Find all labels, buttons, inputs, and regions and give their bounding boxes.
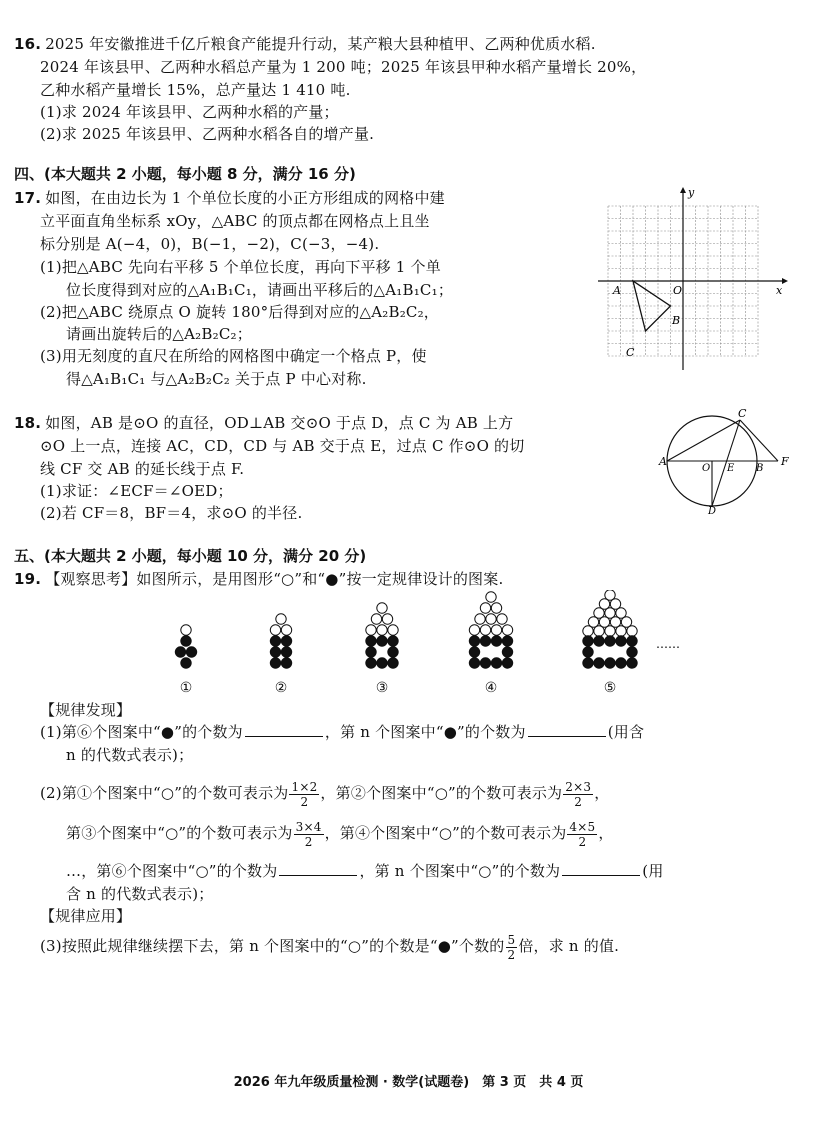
q19-p2-text-a: (2)第①个图案中“○”的个数可表示为 [40, 784, 289, 802]
label-c: C [738, 407, 747, 420]
q17-grid-figure [596, 186, 792, 372]
section-4-heading: 四、(本大题共 2 小题，每小题 8 分，满分 16 分) [14, 165, 356, 183]
q17-part-3a: (3)用无刻度的直尺在所给的网格图中确定一个格点 P，使 [40, 347, 427, 365]
q18-line-2: ⊙O 上一点，连接 AC，CD，CD 与 AB 交于点 E，过点 C 作⊙O 的切 [40, 437, 525, 455]
q17-part-1a: (1)把△ABC 先向右平移 5 个单位长度，再向下平移 1 个单 [40, 258, 441, 276]
q18-part-1: (1)求证：∠ECF＝∠OED； [40, 482, 233, 500]
q18-circle-figure [656, 404, 806, 516]
pattern-1 [175, 625, 196, 668]
patterns-ellipsis: …… [656, 637, 680, 651]
q19-heading-discovery: 【规律发现】 [40, 701, 132, 719]
y-axis-arrow [680, 187, 686, 193]
q19-intro-line [14, 569, 503, 589]
q19-intro-text: 【观察思考】如图所示，是用图形“○”和“●”按一定规律设计的图案. [45, 570, 504, 588]
q19-part-2-line-2 [66, 816, 614, 850]
q19-part-1-line-2: n 的代数式表示)； [66, 746, 194, 764]
answer-blank-6th-white[interactable] [279, 861, 357, 876]
q19-p3-text-b: 倍，求 n 的值. [518, 937, 620, 955]
q19-part-2-line-4: 含 n 的代数式表示)； [66, 885, 214, 903]
q19-part-1-line-1 [40, 722, 644, 742]
q19-p1-text-c: (用含 [607, 723, 645, 741]
q18-number: 18. [14, 414, 42, 432]
q16-part-1: (1)求 2024 年该县甲、乙两种水稻的产量； [40, 103, 339, 121]
q17-number: 17. [14, 189, 42, 207]
q16-line-2: 2024 年该县甲、乙两种水稻总产量为 1 200 吨；2025 年该县甲种水稻产量增长 20%， [40, 58, 647, 76]
q19-p2-text-d: 第③个图案中“○”的个数可表示为 [66, 824, 293, 842]
label-o: O [702, 463, 711, 474]
fraction-2x3-over-2 [563, 780, 593, 809]
q16-line-3: 乙种水稻产量增长 15%，总产量达 1 410 吨. [40, 81, 351, 99]
pattern-label-3: ③ [375, 680, 389, 696]
q17-text-1: 如图，在由边长为 1 个单位长度的小正方形组成的网格中建 [45, 189, 445, 207]
fraction-4x5-over-2 [567, 820, 597, 849]
q17-part-2a: (2)把△ABC 绕原点 O 旋转 180°后得到对应的△A₂B₂C₂， [40, 303, 440, 321]
q19-part-3-line [40, 929, 619, 963]
pattern-label-5: ⑤ [603, 680, 617, 696]
section-5-heading: 五、(本大题共 2 小题，每小题 10 分，满分 20 分) [14, 547, 367, 565]
y-label: y [688, 186, 695, 199]
pattern-5 [583, 590, 637, 668]
frac2-num: 2×3 [565, 779, 592, 794]
q17-line-3: 标分别是 A(−4，0)，B(−1，−2)，C(−3，−4). [40, 235, 380, 253]
q17-part-2b: 请画出旋转后的△A₂B₂C₂； [66, 325, 252, 343]
q19-p2-text-g: …，第⑥个图案中“○”的个数为 [66, 862, 278, 880]
q19-p3-text-a: (3)按照此规律继续摆下去，第 n 个图案中的“○”的个数是“●”个数的 [40, 937, 505, 955]
frac4-den: 2 [578, 834, 587, 849]
q19-p1-text-b: ，第 n 个图案中“●”的个数为 [324, 723, 526, 741]
q17-part-3b: 得△A₁B₁C₁ 与△A₂B₂C₂ 关于点 P 中心对称. [66, 370, 367, 388]
pattern-label-2: ② [274, 680, 288, 696]
x-label: x [776, 284, 783, 297]
pattern-label-4: ④ [484, 680, 498, 696]
frac3-num: 3×4 [295, 819, 322, 834]
q19-part-2-line-3 [66, 861, 664, 881]
q18-line-3: 线 CF 交 AB 的延长线于点 F. [40, 460, 245, 478]
q16-part-2: (2)求 2025 年该县甲、乙两种水稻各自的增产量. [40, 125, 375, 143]
fraction-5-over-2 [506, 933, 518, 962]
frac5-den: 2 [507, 947, 516, 962]
frac3-den: 2 [304, 834, 313, 849]
q17-line-2: 立平面直角坐标系 xOy，△ABC 的顶点都在网格点上且坐 [40, 212, 430, 230]
q17-part-1b: 位长度得到对应的△A₁B₁C₁，请画出平移后的△A₁B₁C₁； [66, 281, 454, 299]
frac1-den: 2 [300, 794, 309, 809]
q16-line-1 [14, 34, 596, 54]
x-axis-arrow [782, 278, 788, 284]
pattern-4 [469, 592, 512, 668]
page-footer: 2026 年九年级质量检测 · 数学(试题卷) 第 3 页 共 4 页 [233, 1075, 584, 1090]
q18-line-1 [14, 413, 513, 433]
point-b-label: B [672, 314, 681, 327]
label-d: D [708, 506, 717, 516]
origin-label: O [673, 284, 683, 297]
q16-number: 16. [14, 35, 42, 53]
answer-blank-nth-white[interactable] [562, 861, 640, 876]
frac4-num: 4×5 [569, 819, 596, 834]
label-b: B [756, 463, 764, 474]
point-a-label: A [613, 284, 621, 297]
q19-number: 19. [14, 570, 42, 588]
q19-p2-text-h: ，第 n 个图案中“○”的个数为 [359, 862, 561, 880]
q19-p2-text-i: (用 [642, 862, 664, 880]
label-a: A [659, 455, 667, 468]
q19-p2-text-f: ， [598, 824, 614, 842]
fraction-1x2-over-2 [289, 780, 319, 809]
q18-part-2: (2)若 CF＝8，BF＝4，求⊙O 的半径. [40, 504, 303, 522]
pattern-2 [270, 614, 291, 668]
q19-p2-text-b: ，第②个图案中“○”的个数可表示为 [320, 784, 563, 802]
q16-text-1: 2025 年安徽推进千亿斤粮食产能提升行动，某产粮大县种植甲、乙两种优质水稻. [45, 35, 596, 53]
label-e: E [727, 463, 735, 474]
pattern-label-1: ① [179, 680, 193, 696]
fraction-3x4-over-2 [294, 820, 324, 849]
q17-line-1 [14, 188, 445, 208]
tangent-cf [740, 420, 778, 461]
point-c-label: C [626, 346, 635, 359]
q19-p2-text-e: ，第④个图案中“○”的个数可表示为 [324, 824, 567, 842]
q19-patterns-figure [160, 590, 700, 680]
frac5-num: 5 [507, 932, 516, 947]
q19-heading-application: 【规律应用】 [40, 907, 132, 925]
frac2-den: 2 [574, 794, 583, 809]
pattern-3 [366, 603, 398, 668]
frac1-num: 1×2 [291, 779, 318, 794]
q19-p2-text-c: ， [594, 784, 610, 802]
answer-blank-6th-black[interactable] [245, 722, 323, 737]
label-f: F [781, 455, 789, 468]
answer-blank-nth-black[interactable] [528, 722, 606, 737]
q18-text-1: 如图，AB 是⊙O 的直径，OD⊥AB 交⊙O 于点 D，点 C 为 AB 上方 [45, 414, 514, 432]
q19-p1-text-a: (1)第⑥个图案中“●”的个数为 [40, 723, 243, 741]
q19-part-2-line-1 [40, 776, 609, 810]
